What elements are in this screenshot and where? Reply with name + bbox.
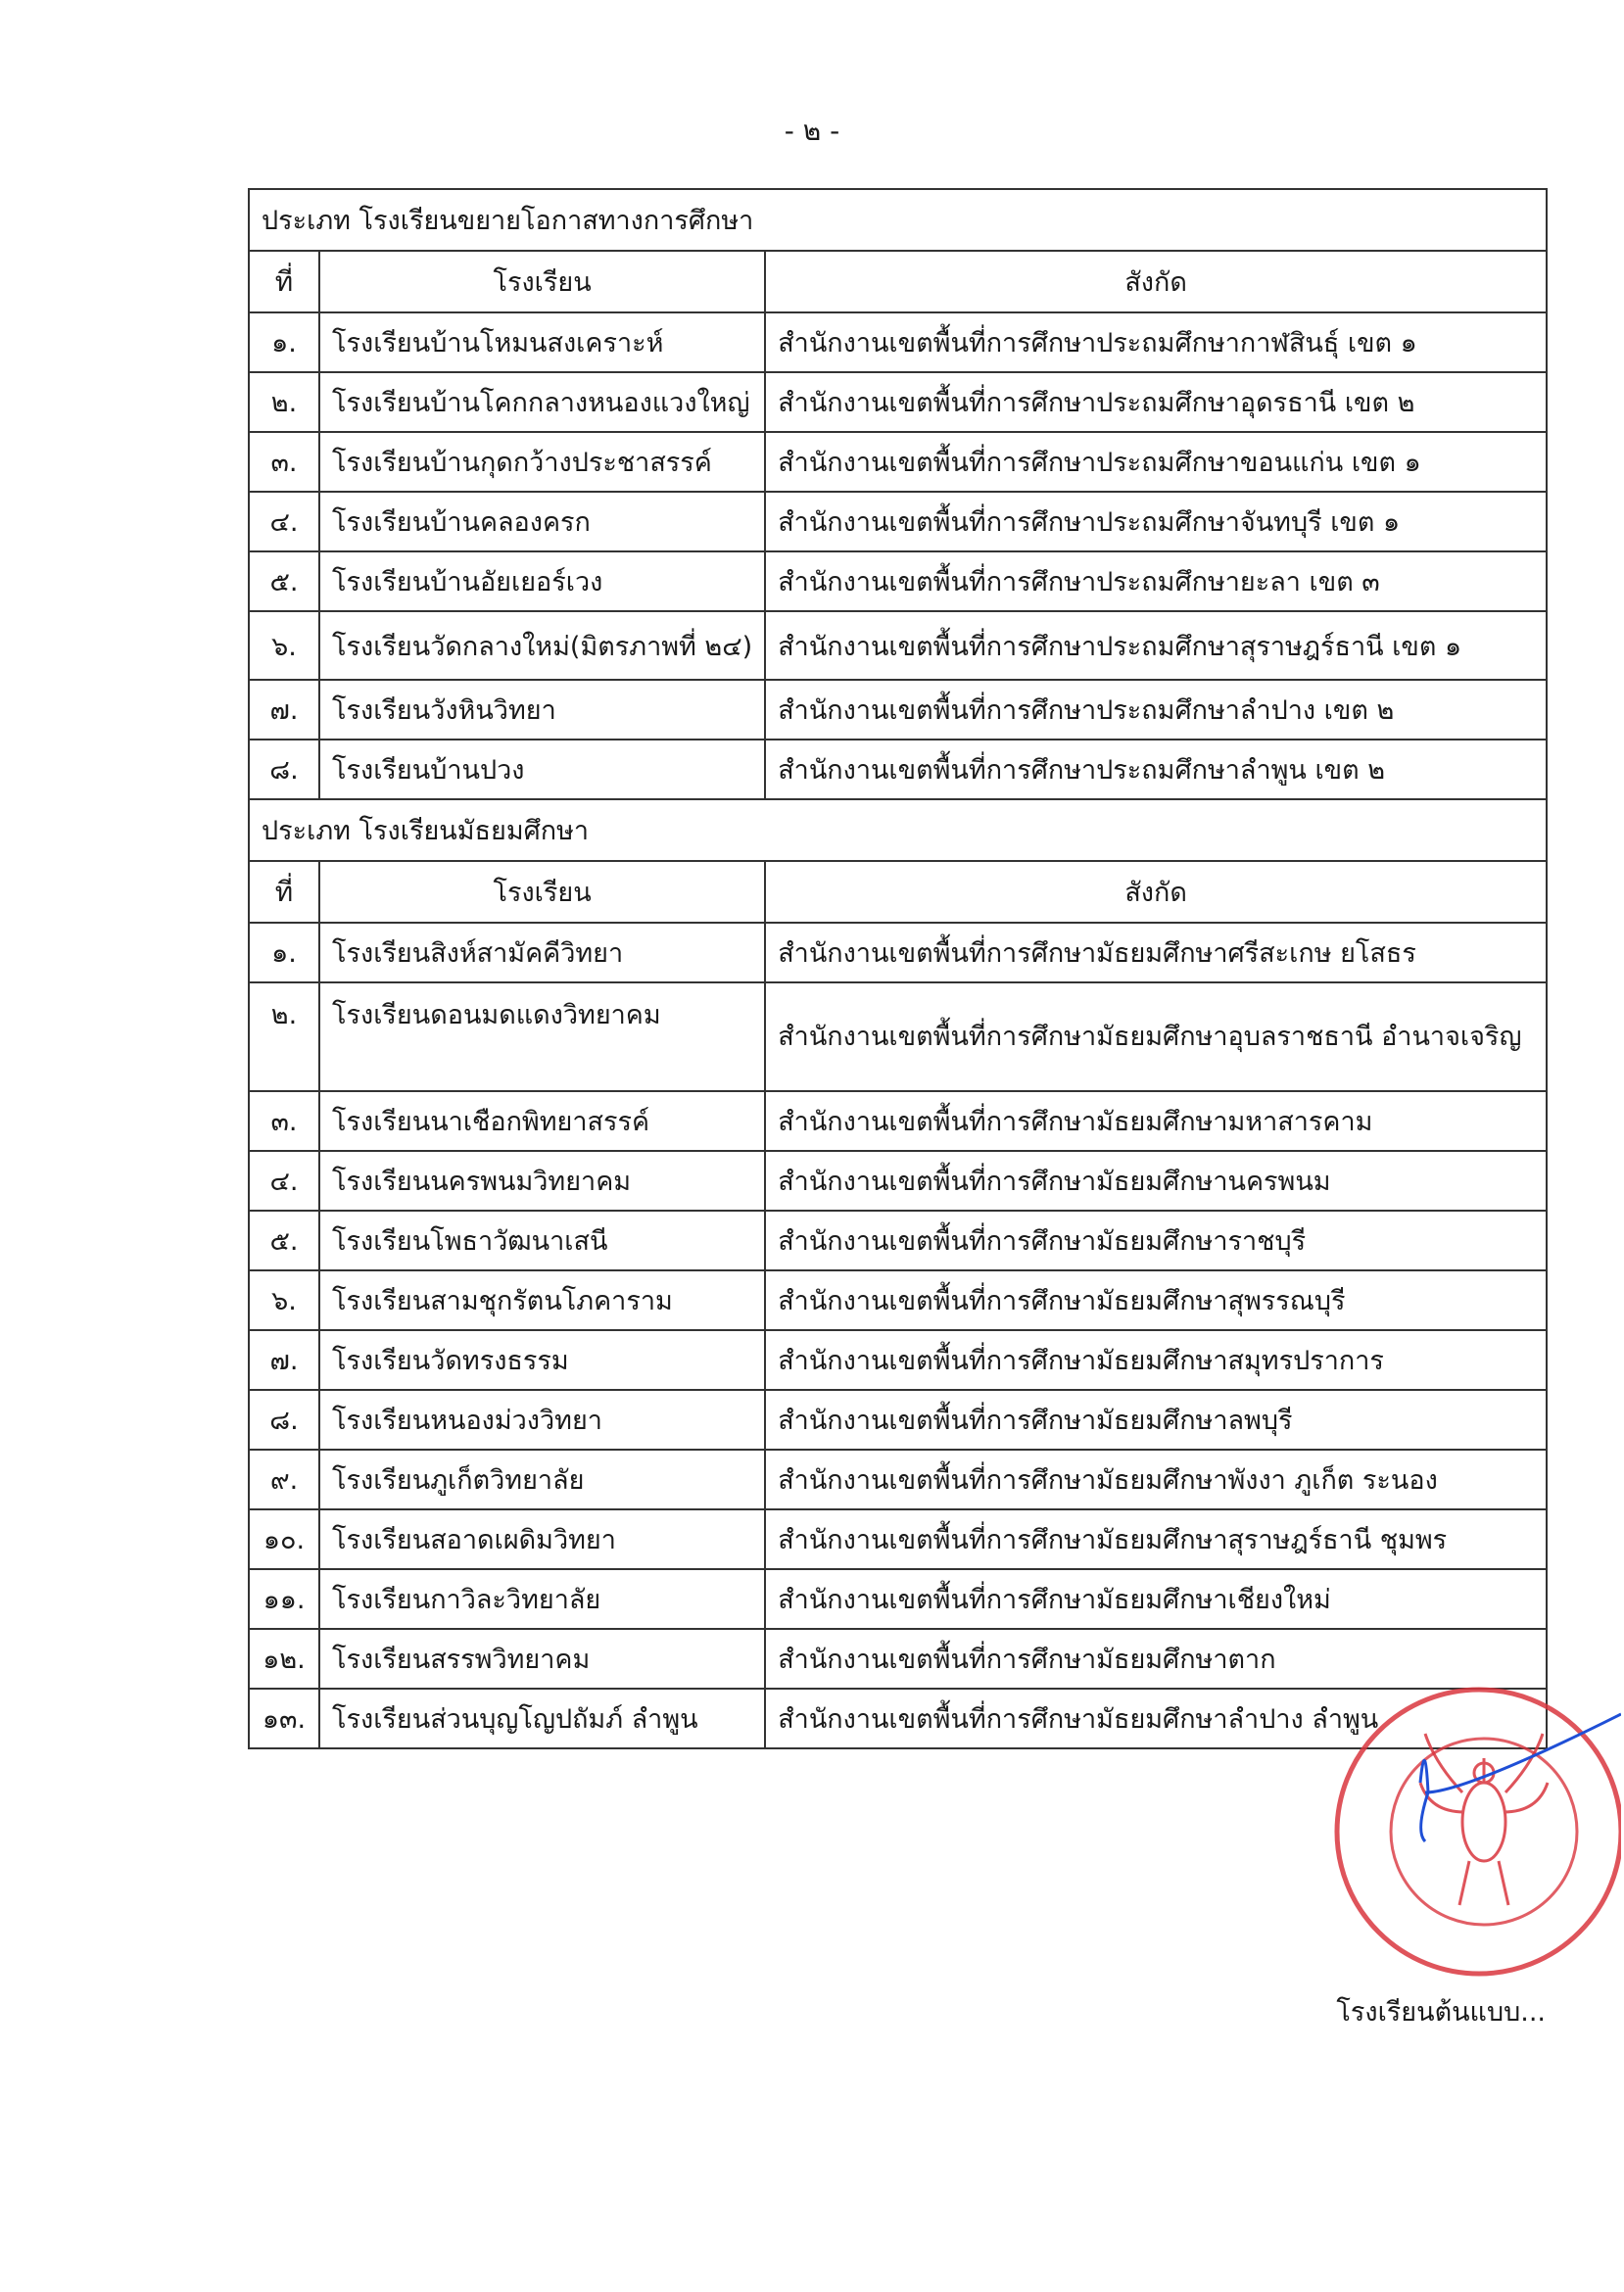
header-school: โรงเรียน: [319, 861, 765, 923]
affiliation: สำนักงานเขตพื้นที่การศึกษาประถมศึกษาจันทบุรี เขต ๑: [765, 492, 1547, 551]
row-number: ๓.: [249, 1091, 319, 1151]
row-number: ๔.: [249, 492, 319, 551]
row-number: ๑๓.: [249, 1689, 319, 1748]
table-row: [249, 312, 1547, 372]
row-number: ๓.: [249, 432, 319, 492]
row-number: ๙.: [249, 1450, 319, 1509]
school-name: โรงเรียนหนองม่วงวิทยา: [319, 1390, 765, 1450]
affiliation: สำนักงานเขตพื้นที่การศึกษามัธยมศึกษาตาก: [765, 1629, 1547, 1689]
row-number: ๑๐.: [249, 1509, 319, 1569]
affiliation: สำนักงานเขตพื้นที่การศึกษามัธยมศึกษาสมุทรปราการ: [765, 1330, 1547, 1390]
row-number: ๔.: [249, 1151, 319, 1211]
row-number: ๑๒.: [249, 1629, 319, 1689]
table-row: [249, 1450, 1547, 1509]
school-name: โรงเรียนบ้านคลองครก: [319, 492, 765, 551]
affiliation: สำนักงานเขตพื้นที่การศึกษาประถมศึกษาลำปาง เขต ๒: [765, 680, 1547, 740]
section-title-row: [249, 799, 1547, 861]
affiliation: สำนักงานเขตพื้นที่การศึกษามัธยมศึกษาพังงา ภูเก็ต ระนอง: [765, 1450, 1547, 1509]
school-name: โรงเรียนวัดทรงธรรม: [319, 1330, 765, 1390]
table-row: [249, 372, 1547, 432]
table-row: [249, 432, 1547, 492]
affiliation: สำนักงานเขตพื้นที่การศึกษามัธยมศึกษาเชียงใหม่: [765, 1569, 1547, 1629]
affiliation: สำนักงานเขตพื้นที่การศึกษามัธยมศึกษาศรีสะเกษ ยโสธร: [765, 923, 1547, 982]
school-name: โรงเรียนนครพนมวิทยาคม: [319, 1151, 765, 1211]
row-number: ๑.: [249, 923, 319, 982]
school-name: โรงเรียนดอนมดแดงวิทยาคม: [319, 982, 765, 1091]
table-row: [249, 1270, 1547, 1330]
affiliation: สำนักงานเขตพื้นที่การศึกษาประถมศึกษาขอนแก่น เขต ๑: [765, 432, 1547, 492]
affiliation: สำนักงานเขตพื้นที่การศึกษามัธยมศึกษามหาสารคาม: [765, 1091, 1547, 1151]
header-no: ที่: [249, 251, 319, 312]
school-name: โรงเรียนบ้านโคกกลางหนองแวงใหญ่: [319, 372, 765, 432]
row-number: ๘.: [249, 1390, 319, 1450]
table-row: [249, 1091, 1547, 1151]
affiliation: สำนักงานเขตพื้นที่การศึกษามัธยมศึกษานครพนม: [765, 1151, 1547, 1211]
table-row: [249, 611, 1547, 680]
section-title: ประเภท โรงเรียนขยายโอกาสทางการศึกษา: [249, 189, 1547, 251]
header-school: โรงเรียน: [319, 251, 765, 312]
school-name: โรงเรียนวัดกลางใหม่(มิตรภาพที่ ๒๔): [319, 611, 765, 680]
section-title: ประเภท โรงเรียนมัธยมศึกษา: [249, 799, 1547, 861]
row-number: ๗.: [249, 1330, 319, 1390]
table-row: [249, 492, 1547, 551]
row-number: ๑๑.: [249, 1569, 319, 1629]
table-row: [249, 1509, 1547, 1569]
header-affiliation: สังกัด: [765, 251, 1547, 312]
schools-table: [248, 188, 1548, 1749]
table-row: [249, 1330, 1547, 1390]
table-row: [249, 1151, 1547, 1211]
school-name: โรงเรียนกาวิละวิทยาลัย: [319, 1569, 765, 1629]
table-row: [249, 680, 1547, 740]
school-name: โรงเรียนนาเชือกพิทยาสรรค์: [319, 1091, 765, 1151]
affiliation: สำนักงานเขตพื้นที่การศึกษามัธยมศึกษาลำปาง ลำพูน: [765, 1689, 1547, 1748]
row-number: ๒.: [249, 372, 319, 432]
school-name: โรงเรียนสามชุกรัตนโภคาราม: [319, 1270, 765, 1330]
affiliation: สำนักงานเขตพื้นที่การศึกษามัธยมศึกษาสุพรรณบุรี: [765, 1270, 1547, 1330]
table-row: [249, 1211, 1547, 1270]
school-name: โรงเรียนโพธาวัฒนาเสนี: [319, 1211, 765, 1270]
table-row: [249, 982, 1547, 1091]
row-number: ๗.: [249, 680, 319, 740]
header-row: [249, 251, 1547, 312]
school-name: โรงเรียนบ้านปวง: [319, 740, 765, 799]
table-row: [249, 1390, 1547, 1450]
table-row: [249, 740, 1547, 799]
school-name: โรงเรียนวังหินวิทยา: [319, 680, 765, 740]
affiliation: สำนักงานเขตพื้นที่การศึกษามัธยมศึกษาราชบุรี: [765, 1211, 1547, 1270]
affiliation: สำนักงานเขตพื้นที่การศึกษาประถมศึกษาสุราษฎร์ธานี เขต ๑: [765, 611, 1547, 680]
header-affiliation: สังกัด: [765, 861, 1547, 923]
school-name: โรงเรียนส่วนบุญโญปถัมภ์ ลำพูน: [319, 1689, 765, 1748]
official-seal-stamp: [1327, 1675, 1621, 1979]
table-row: [249, 551, 1547, 611]
continuation-text: โรงเรียนต้นแบบ...: [1336, 1997, 1546, 2028]
row-number: ๒.: [249, 982, 319, 1091]
affiliation: สำนักงานเขตพื้นที่การศึกษาประถมศึกษากาฬสินธุ์ เขต ๑: [765, 312, 1547, 372]
page-number: - ๒ -: [784, 115, 840, 147]
row-number: ๕.: [249, 551, 319, 611]
row-number: ๖.: [249, 611, 319, 680]
affiliation: สำนักงานเขตพื้นที่การศึกษาประถมศึกษาลำพูน เขต ๒: [765, 740, 1547, 799]
affiliation: สำนักงานเขตพื้นที่การศึกษามัธยมศึกษาอุบลราชธานี อำนาจเจริญ: [765, 982, 1547, 1091]
school-name: โรงเรียนบ้านกุดกว้างประชาสรรค์: [319, 432, 765, 492]
affiliation: สำนักงานเขตพื้นที่การศึกษามัธยมศึกษาสุราษฎร์ธานี ชุมพร: [765, 1509, 1547, 1569]
header-no: ที่: [249, 861, 319, 923]
school-name: โรงเรียนภูเก็ตวิทยาลัย: [319, 1450, 765, 1509]
school-name: โรงเรียนสิงห์สามัคคีวิทยา: [319, 923, 765, 982]
header-row: [249, 861, 1547, 923]
school-name: โรงเรียนสอาดเผดิมวิทยา: [319, 1509, 765, 1569]
affiliation: สำนักงานเขตพื้นที่การศึกษามัธยมศึกษาลพบุรี: [765, 1390, 1547, 1450]
school-name: โรงเรียนบ้านอัยเยอร์เวง: [319, 551, 765, 611]
school-name: โรงเรียนบ้านโหมนสงเคราะห์: [319, 312, 765, 372]
section-title-row: [249, 189, 1547, 251]
row-number: ๘.: [249, 740, 319, 799]
table-row: [249, 923, 1547, 982]
affiliation: สำนักงานเขตพื้นที่การศึกษาประถมศึกษายะลา เขต ๓: [765, 551, 1547, 611]
table-row: [249, 1569, 1547, 1629]
row-number: ๕.: [249, 1211, 319, 1270]
row-number: ๖.: [249, 1270, 319, 1330]
row-number: ๑.: [249, 312, 319, 372]
school-name: โรงเรียนสรรพวิทยาคม: [319, 1629, 765, 1689]
affiliation: สำนักงานเขตพื้นที่การศึกษาประถมศึกษาอุดรธานี เขต ๒: [765, 372, 1547, 432]
